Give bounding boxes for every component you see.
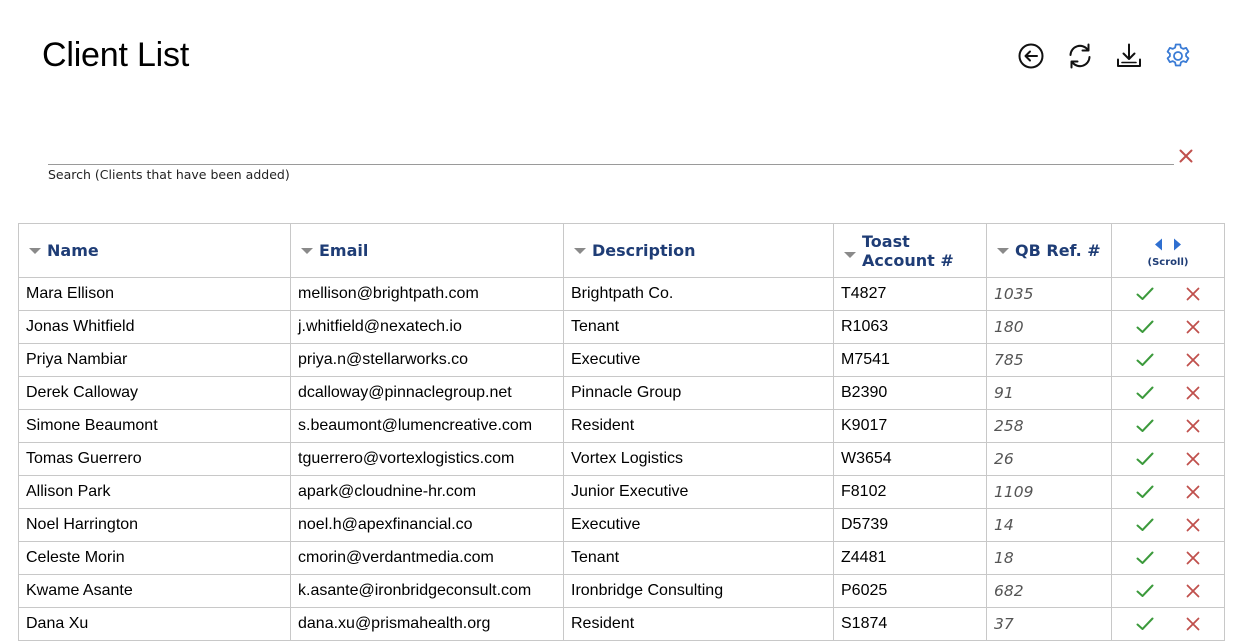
delete-icon: [1186, 353, 1200, 367]
sort-caret-icon: [844, 252, 856, 258]
cell-name: Allison Park: [19, 476, 291, 509]
delete-button[interactable]: [1186, 452, 1200, 466]
table-row[interactable]: [19, 311, 1225, 344]
page-title: Client List: [42, 36, 190, 74]
cell-toast-account: S1874: [834, 608, 987, 641]
cell-actions: [1112, 542, 1225, 575]
delete-icon: [1186, 485, 1200, 499]
delete-icon: [1186, 320, 1200, 334]
confirm-button[interactable]: [1136, 419, 1154, 433]
column-header-name[interactable]: Name: [19, 224, 291, 278]
check-icon: [1136, 320, 1154, 334]
table-row[interactable]: [19, 476, 1225, 509]
delete-icon: [1186, 617, 1200, 631]
delete-button[interactable]: [1186, 518, 1200, 532]
check-icon: [1136, 353, 1154, 367]
delete-icon: [1186, 452, 1200, 466]
cell-name: Simone Beaumont: [19, 410, 291, 443]
scroll-right-button[interactable]: [1173, 236, 1182, 255]
cell-toast-account: M7541: [834, 344, 987, 377]
table-row[interactable]: [19, 278, 1225, 311]
column-header-email[interactable]: Email: [291, 224, 564, 278]
check-icon: [1136, 452, 1154, 466]
cell-toast-account: T4827: [834, 278, 987, 311]
search-input[interactable]: [48, 142, 1174, 165]
cell-description: Executive: [564, 344, 834, 377]
cell-name: Jonas Whitfield: [19, 311, 291, 344]
cell-toast-account: D5739: [834, 509, 987, 542]
cell-qb-ref: 18: [987, 542, 1112, 575]
refresh-button[interactable]: [1063, 40, 1097, 72]
cell-actions: [1112, 575, 1225, 608]
cell-description: Tenant: [564, 311, 834, 344]
cell-email: noel.h@apexfinancial.co: [291, 509, 564, 542]
confirm-button[interactable]: [1136, 452, 1154, 466]
cell-email: dcalloway@pinnaclegroup.net: [291, 377, 564, 410]
delete-icon: [1186, 419, 1200, 433]
back-button[interactable]: [1014, 40, 1048, 72]
cell-toast-account: W3654: [834, 443, 987, 476]
toolbar: [1014, 40, 1210, 72]
cell-actions: [1112, 476, 1225, 509]
column-header-description[interactable]: Description: [564, 224, 834, 278]
table-header-row: [19, 224, 1225, 278]
delete-icon: [1186, 518, 1200, 532]
settings-icon: [1163, 41, 1193, 71]
cell-description: Tenant: [564, 542, 834, 575]
check-icon: [1136, 287, 1154, 301]
confirm-button[interactable]: [1136, 287, 1154, 301]
cell-actions: [1112, 443, 1225, 476]
delete-button[interactable]: [1186, 617, 1200, 631]
confirm-button[interactable]: [1136, 386, 1154, 400]
delete-icon: [1186, 287, 1200, 301]
confirm-button[interactable]: [1136, 320, 1154, 334]
cell-toast-account: B2390: [834, 377, 987, 410]
cell-toast-account: R1063: [834, 311, 987, 344]
cell-name: Noel Harrington: [19, 509, 291, 542]
check-icon: [1136, 584, 1154, 598]
scroll-right-icon: [1173, 238, 1182, 251]
cell-qb-ref: 180: [987, 311, 1112, 344]
cell-actions: [1112, 377, 1225, 410]
cell-name: Kwame Asante: [19, 575, 291, 608]
cell-name: Dana Xu: [19, 608, 291, 641]
cell-email: tguerrero@vortexlogistics.com: [291, 443, 564, 476]
cell-name: Mara Ellison: [19, 278, 291, 311]
cell-description: Resident: [564, 608, 834, 641]
confirm-button[interactable]: [1136, 617, 1154, 631]
column-header-toast-account[interactable]: Toast Account #: [834, 224, 987, 278]
cell-actions: [1112, 410, 1225, 443]
cell-description: Executive: [564, 509, 834, 542]
check-icon: [1136, 386, 1154, 400]
cell-actions: [1112, 278, 1225, 311]
table-row[interactable]: [19, 575, 1225, 608]
sort-caret-icon: [574, 248, 586, 254]
column-header-qb-ref[interactable]: QB Ref. #: [987, 224, 1112, 278]
cell-description: Junior Executive: [564, 476, 834, 509]
cell-description: Vortex Logistics: [564, 443, 834, 476]
cell-qb-ref: 91: [987, 377, 1112, 410]
cell-name: Celeste Morin: [19, 542, 291, 575]
delete-button[interactable]: [1186, 551, 1200, 565]
cell-toast-account: P6025: [834, 575, 987, 608]
delete-icon: [1186, 386, 1200, 400]
close-icon: [1178, 148, 1194, 164]
cell-actions: [1112, 608, 1225, 641]
sort-caret-icon: [301, 248, 313, 254]
delete-button[interactable]: [1186, 353, 1200, 367]
check-icon: [1136, 518, 1154, 532]
scroll-left-button[interactable]: [1154, 236, 1163, 255]
cell-email: mellison@brightpath.com: [291, 278, 564, 311]
cell-email: j.whitfield@nexatech.io: [291, 311, 564, 344]
cell-actions: [1112, 344, 1225, 377]
confirm-button[interactable]: [1136, 584, 1154, 598]
cell-toast-account: Z4481: [834, 542, 987, 575]
table-row[interactable]: [19, 443, 1225, 476]
cell-qb-ref: 258: [987, 410, 1112, 443]
refresh-icon: [1065, 41, 1095, 71]
sort-caret-icon: [29, 248, 41, 254]
cell-name: Tomas Guerrero: [19, 443, 291, 476]
confirm-button[interactable]: [1136, 485, 1154, 499]
scroll-left-icon: [1154, 238, 1163, 251]
delete-button[interactable]: [1186, 287, 1200, 301]
table-row[interactable]: [19, 344, 1225, 377]
table-row[interactable]: [19, 509, 1225, 542]
delete-icon: [1186, 551, 1200, 565]
check-icon: [1136, 419, 1154, 433]
cell-qb-ref: 26: [987, 443, 1112, 476]
cell-email: priya.n@stellarworks.co: [291, 344, 564, 377]
back-icon: [1016, 41, 1046, 71]
cell-description: Resident: [564, 410, 834, 443]
cell-qb-ref: 785: [987, 344, 1112, 377]
check-icon: [1136, 617, 1154, 631]
confirm-button[interactable]: [1136, 551, 1154, 565]
cell-qb-ref: 14: [987, 509, 1112, 542]
table-row[interactable]: [19, 377, 1225, 410]
settings-button[interactable]: [1161, 40, 1195, 72]
cell-toast-account: K9017: [834, 410, 987, 443]
column-scroll-control: [1112, 224, 1225, 278]
cell-name: Derek Calloway: [19, 377, 291, 410]
cell-qb-ref: 37: [987, 608, 1112, 641]
delete-button[interactable]: [1186, 485, 1200, 499]
cell-email: dana.xu@prismahealth.org: [291, 608, 564, 641]
confirm-button[interactable]: [1136, 518, 1154, 532]
cell-qb-ref: 682: [987, 575, 1112, 608]
delete-button[interactable]: [1186, 419, 1200, 433]
cell-email: apark@cloudnine-hr.com: [291, 476, 564, 509]
confirm-button[interactable]: [1136, 353, 1154, 367]
cell-name: Priya Nambiar: [19, 344, 291, 377]
cell-qb-ref: 1109: [987, 476, 1112, 509]
cell-description: Brightpath Co.: [564, 278, 834, 311]
clear-search-button[interactable]: [1178, 148, 1194, 164]
delete-icon: [1186, 584, 1200, 598]
cell-email: k.asante@ironbridgeconsult.com: [291, 575, 564, 608]
search-label: Search (Clients that have been added): [48, 167, 290, 182]
table-row[interactable]: [19, 542, 1225, 575]
cell-email: cmorin@verdantmedia.com: [291, 542, 564, 575]
delete-button[interactable]: [1186, 386, 1200, 400]
delete-button[interactable]: [1186, 320, 1200, 334]
check-icon: [1136, 485, 1154, 499]
cell-description: Ironbridge Consulting: [564, 575, 834, 608]
table-row[interactable]: [19, 410, 1225, 443]
scroll-label: (Scroll): [1147, 256, 1189, 268]
client-table: [18, 223, 1225, 641]
cell-description: Pinnacle Group: [564, 377, 834, 410]
download-icon: [1114, 41, 1144, 71]
table-row[interactable]: [19, 608, 1225, 641]
cell-qb-ref: 1035: [987, 278, 1112, 311]
download-button[interactable]: [1112, 40, 1146, 72]
sort-caret-icon: [997, 248, 1009, 254]
cell-actions: [1112, 311, 1225, 344]
cell-toast-account: F8102: [834, 476, 987, 509]
check-icon: [1136, 551, 1154, 565]
delete-button[interactable]: [1186, 584, 1200, 598]
cell-email: s.beaumont@lumencreative.com: [291, 410, 564, 443]
cell-actions: [1112, 509, 1225, 542]
